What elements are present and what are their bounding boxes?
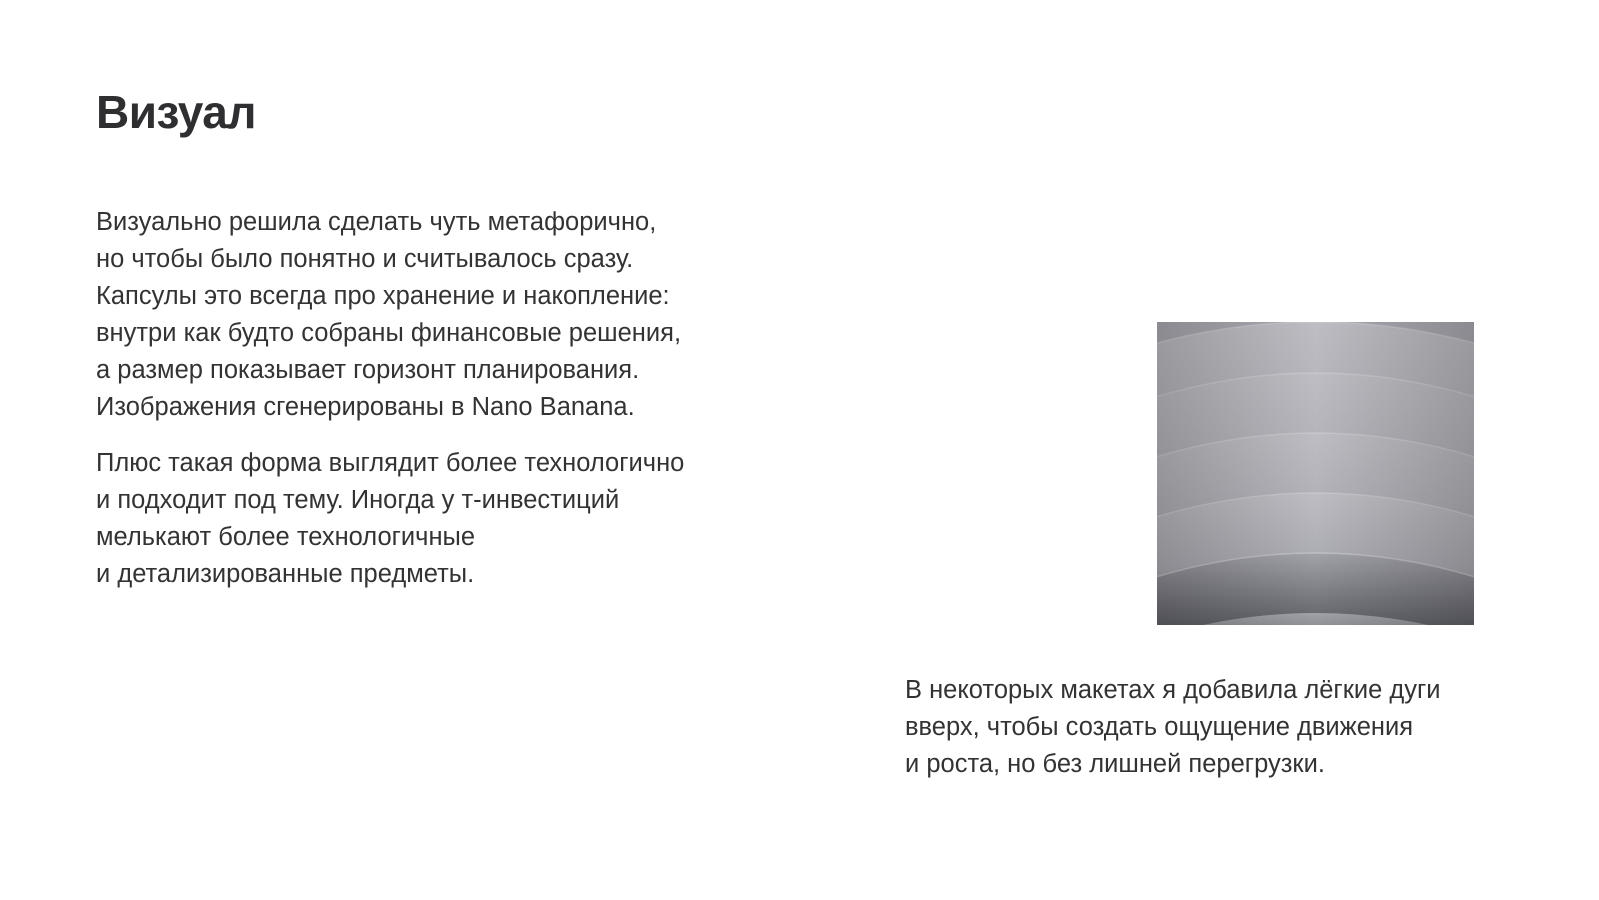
arcs-visual-image xyxy=(1157,322,1474,625)
text-line: Визуально решила сделать чуть метафорично, xyxy=(96,208,657,236)
page-title: Визуал xyxy=(96,86,256,138)
text-line: внутри как будто собраны финансовые решения, xyxy=(96,319,682,347)
text-line: и детализированные предметы. xyxy=(96,560,475,588)
text-line: и подходит под тему. Иногда у т-инвестиций xyxy=(96,486,620,514)
text-line: В некоторых макетах я добавила лёгкие дуги xyxy=(905,676,1441,704)
text-line: а размер показывает горизонт планирования. xyxy=(96,356,640,384)
second-paragraph xyxy=(96,445,684,593)
text-line: Капсулы это всегда про хранение и накопление: xyxy=(96,282,670,310)
text-line: мелькают более технологичные xyxy=(96,523,476,551)
text-line: но чтобы было понятно и считывалось сразу. xyxy=(96,245,634,273)
intro-paragraph xyxy=(96,204,681,426)
image-caption xyxy=(905,672,1441,783)
text-line: вверх, чтобы создать ощущение движения xyxy=(905,713,1414,741)
text-line: Изображения сгенерированы в Nano Banana. xyxy=(96,393,635,421)
text-line: Плюс такая форма выглядит более технологично xyxy=(96,449,685,477)
text-line: и роста, но без лишней перегрузки. xyxy=(905,750,1325,778)
